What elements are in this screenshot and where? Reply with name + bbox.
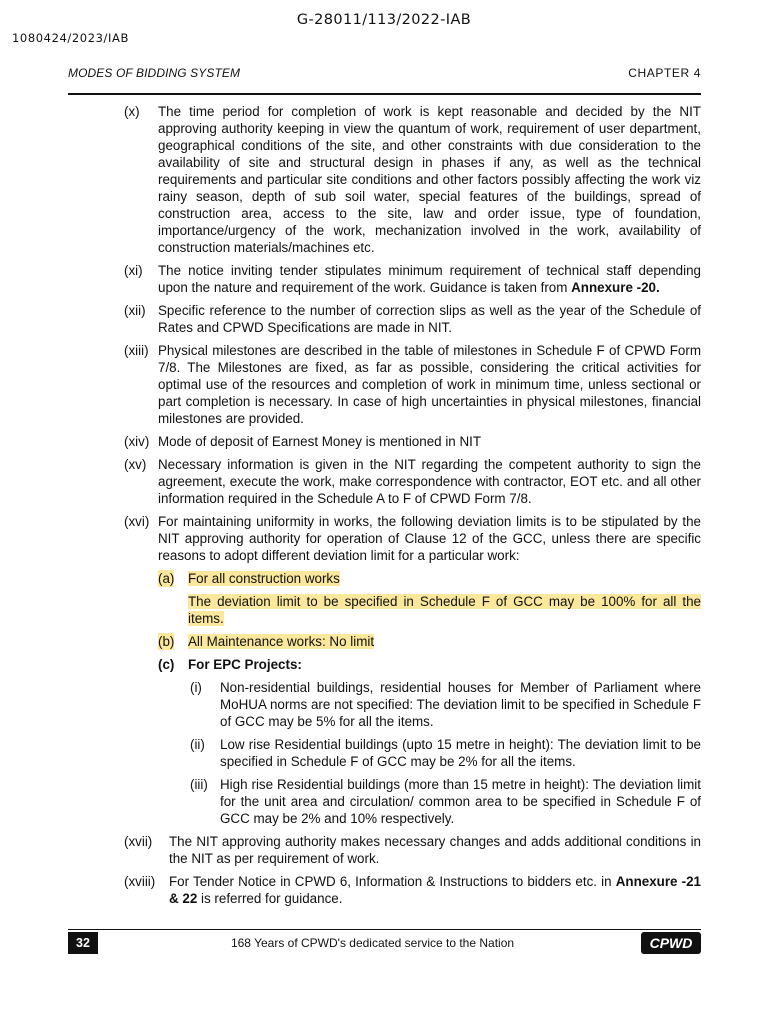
item-number: (xviii) bbox=[124, 874, 156, 889]
sub-item-number: (b) bbox=[158, 634, 175, 649]
sub-item-text bbox=[188, 633, 701, 650]
list-item bbox=[68, 513, 701, 564]
item-number: (xiv) bbox=[124, 434, 150, 449]
item-number: (xii) bbox=[124, 303, 146, 318]
item-text: Specific reference to the number of correction slips as well as the year of the Schedule of Rates and CPWD Specifications are made in NIT. bbox=[158, 303, 701, 335]
item-number: (xi) bbox=[124, 263, 143, 278]
receipt-number-stamp: 1080424/2023/IAB bbox=[12, 31, 129, 45]
highlighted-text: For all construction works bbox=[188, 571, 340, 586]
file-number-stamp: G-28011/113/2022-IAB bbox=[296, 12, 472, 28]
sub-item-heading: For EPC Projects: bbox=[188, 657, 302, 672]
item-number: (xvi) bbox=[124, 514, 150, 529]
chapter-label: CHAPTER 4 bbox=[628, 66, 701, 80]
highlighted-text: The deviation limit to be specified in Schedule F of GCC may be 100% for all the items. bbox=[188, 594, 701, 626]
sub-sub-item-number: (iii) bbox=[190, 777, 208, 792]
sub-sub-item-number: (i) bbox=[190, 680, 202, 695]
sub-sub-item-text: Low rise Residential buildings (upto 15 metre in height): The deviation limit to be specified in Schedule F of GCC may be 2% for all the items. bbox=[220, 737, 701, 769]
sub-sub-item-text: Non-residential buildings, residential houses for Member of Parliament where MoHUA norms are not specified: The deviation limit to be specified in Schedule F of GCC may be 5% for all the items. bbox=[220, 680, 701, 729]
item-number: (xv) bbox=[124, 457, 147, 472]
item-number: (xiii) bbox=[124, 343, 149, 358]
sub-item-detail bbox=[68, 593, 701, 627]
list-item bbox=[68, 833, 701, 867]
sub-item-text bbox=[188, 570, 701, 587]
sub-item bbox=[68, 633, 701, 650]
page-header bbox=[68, 66, 701, 82]
sub-item-number: (c) bbox=[158, 657, 175, 672]
item-text-body: For Tender Notice in CPWD 6, Information & Instructions to bidders etc. in bbox=[169, 874, 616, 889]
sub-sub-item bbox=[68, 679, 701, 730]
item-text: Necessary information is given in the NIT regarding the competent authority to sign the agreement, execute the work, make correspondence with contractor, EOT etc. and all other information required in the Schedule A to F of CPWD Form 7/8. bbox=[158, 457, 701, 506]
annexure-reference: Annexure -20. bbox=[571, 280, 660, 295]
sub-item-number: (a) bbox=[158, 571, 175, 586]
list-item bbox=[68, 456, 701, 507]
footer-tagline: 168 Years of CPWD's dedicated service to the Nation bbox=[230, 936, 515, 950]
item-text: Mode of deposit of Earnest Money is mentioned in NIT bbox=[158, 434, 482, 449]
list-item bbox=[68, 302, 701, 336]
section-title: MODES OF BIDDING SYSTEM bbox=[68, 66, 241, 80]
page-number: 32 bbox=[68, 932, 98, 954]
sub-sub-item bbox=[68, 776, 701, 827]
item-text bbox=[158, 262, 701, 296]
cpwd-logo bbox=[641, 932, 701, 954]
sub-item bbox=[68, 656, 701, 673]
document-body bbox=[68, 103, 701, 913]
sub-sub-item-text: High rise Residential buildings (more than 15 metre in height): The deviation limit for the unit area and circulation/ common area to be specified in Schedule F of GCC may be 2% and 10% respectively. bbox=[220, 777, 701, 826]
list-item bbox=[68, 342, 701, 427]
sub-item-detail-text bbox=[188, 593, 701, 627]
list-item bbox=[68, 103, 701, 256]
list-item bbox=[68, 433, 701, 450]
list-item bbox=[68, 873, 701, 907]
item-text: The NIT approving authority makes necessary changes and adds additional conditions in the NIT as per requirement of work. bbox=[169, 834, 701, 866]
annexure-reference: Annexure -21 & 22 bbox=[169, 874, 701, 906]
highlighted-text: All Maintenance works: No limit bbox=[188, 634, 375, 649]
sub-item bbox=[68, 570, 701, 587]
sub-sub-item-number: (ii) bbox=[190, 737, 205, 752]
cpwd-logo-text: CPWD bbox=[649, 935, 693, 951]
item-text: The time period for completion of work is kept reasonable and decided by the NIT approving authority keeping in view the quantum of work, requirement of user department, geographical conditions of the site, and other constraints with due consideration to the availability of site and structural design in phases if any, as well as the technical requirements and particular site conditions and other factors possibly affecting the work viz rainy season, depth of sub soil water, special features of the buildings, spread of construction area, access to the site, law and order issue, type of foundation, importance/urgency of the work, mechanization involved in the work, availability of construction materials/machines etc. bbox=[158, 104, 701, 255]
item-text: For maintaining uniformity in works, the following deviation limits is to be stipulated by the NIT approving authority for operation of Clause 12 of the GCC, unless there are specific reasons to adopt different deviation limit for a particular work: bbox=[158, 514, 701, 563]
item-text: Physical milestones are described in the table of milestones in Schedule F of CPWD Form 7/8. The Milestones are fixed, as far as possible, considering the critical activities for optimal use of the resources and completion of work in minimum time, unless sectional or part completion is necessary. In case of high uncertainties in physical milestones, financial milestones are provided. bbox=[158, 343, 701, 426]
item-text-tail: is referred for guidance. bbox=[197, 891, 343, 906]
footer-divider bbox=[68, 929, 701, 930]
list-item bbox=[68, 262, 701, 296]
header-divider bbox=[68, 93, 701, 95]
sub-sub-item bbox=[68, 736, 701, 770]
item-number: (xvii) bbox=[124, 834, 153, 849]
item-text bbox=[169, 873, 701, 907]
item-number: (x) bbox=[124, 104, 140, 119]
item-text-body: The notice inviting tender stipulates minimum requirement of technical staff depending upon the nature and requirement of the work. Guidance is taken from bbox=[158, 263, 701, 295]
